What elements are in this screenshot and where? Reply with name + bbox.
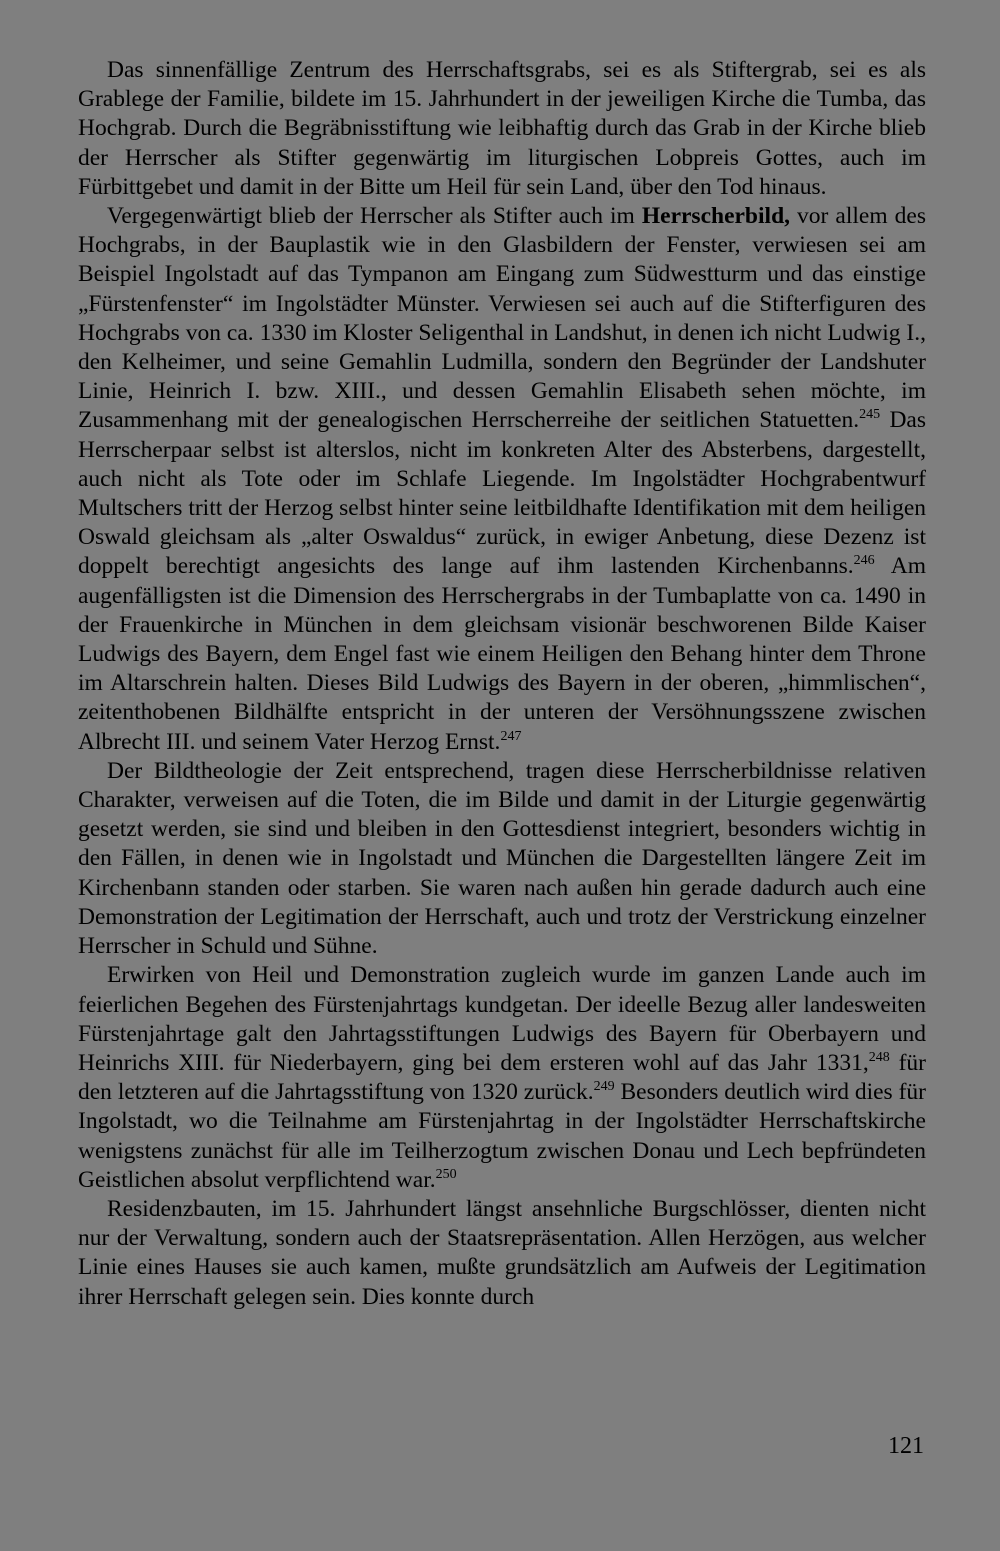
footnote-ref-247: 247 [500,728,522,744]
paragraph-2-text-b: vor allem des Hochgrabs, in der Bauplastik wie in den Glasbildern der Fenster, verwiesen sei am Beispiel Ingolstadt auf das Tympanon am Eingang zum Südwestturm und das einstige „Fürstenfenster“ im Ingolstädter Münster. Verwiesen sei auch auf die Stifterfiguren des Hochgrabs von ca. 1330 im Kloster Seligenthal in Landshut, in denen ich nicht Ludwig I., den Kelheimer, und seine Gemahlin Ludmilla, sondern den Begründer der Landshuter Linie, Heinrich I. bzw. XIII., und dessen Gemahlin Elisabeth sehen möchte, im Zusammenhang mit der genealogischen Herrscherreihe der seitlichen Statuetten. [78,203,926,434]
paragraph-4-text-a: Erwirken von Heil und Demonstration zugleich wurde im ganzen Lande auch im feierlichen Begehen des Fürstenjahrtags kundgetan. Der ideelle Bezug aller landesweiten Fürstenjahrtage galt den Jahrtagsstiftungen Ludwigs des Bayern für Oberbayern und Heinrichs XIII. für Niederbayern, ging bei dem ersteren wohl auf das Jahr 1331, [78,962,926,1076]
paragraph-1-text: Das sinnenfällige Zentrum des Herrschaftsgrabs, sei es als Stiftergrab, sei es als Grablege der Familie, bildete im 15. Jahrhundert in der jeweiligen Kirche die Tumba, das Hochgrab. Durch die Begräbnisstiftung wie leibhaftig durch das Grab in der Kirche blieb der Herrscher als Stifter gegenwärtig im liturgischen Lobpreis Gottes, auch im Fürbittgebet und damit in der Bitte um Heil für sein Land, über den Tod hinaus. [78,57,926,200]
paragraph-4 [78,961,926,1195]
page-number: 121 [888,1433,924,1459]
paragraph-5 [78,1195,926,1312]
paragraph-1 [78,56,926,202]
paragraph-2-text-a: Vergegenwärtigt blieb der Herrscher als Stifter auch im [107,203,642,230]
footnote-ref-245: 245 [859,407,881,423]
footnote-ref-250: 250 [435,1166,457,1182]
paragraph-3-text: Der Bildtheologie der Zeit entsprechend, tragen diese Herrscherbildnisse relativen Charakter, verweisen auf die Toten, die im Bilde und damit in der Liturgie gegenwärtig gesetzt werden, sie sind und bleiben in den Gottesdienst integriert, besonders wichtig in den Fällen, in denen wie in Ingolstadt und München die Dargestellten längere Zeit im Kirchenbann standen oder starben. Sie waren nach außen hin gerade dadurch auch eine Demonstration der Legitimation der Herrschaft, auch und trotz der Verstrickung einzelner Herrscher in Schuld und Sühne. [78,757,926,960]
paragraph-4-text-b: für den letzteren auf die Jahrtagsstiftung von 1320 zurück. [78,1049,926,1106]
footnote-ref-248: 248 [868,1050,890,1066]
paragraph-3 [78,757,926,961]
paragraph-2-text-d: Am augenfälligsten ist die Dimension des Herrschergrabs in der Tumbaplatte von ca. 1490 in der Frauenkirche in München in dem gleichsam visionär beschworenen Bilde Kaiser Ludwigs des Bayern, dem Engel fast wie einem Heiligen den Behang hinter dem Throne im Altarschrein halten. Dieses Bild Ludwigs des Bayern in der oberen, „himmlischen“, zeitenthobenen Bildhälfte entspricht in der unteren der Versöhnungsszene zwischen Albrecht III. und seinem Vater Herzog Ernst. [78,553,926,755]
paragraph-4-text-c: Besonders deutlich wird dies für Ingolstadt, wo die Teilnahme am Fürstenjahrtag in der Ingolstädter Herrschaftskirche wenigstens zunächst für alle im Teilherzogtum zwischen Donau und Lech bepfründeten Geistlichen absolut verpflichtend war. [78,1079,926,1193]
paragraph-5-text: Residenzbauten, im 15. Jahrhundert längst ansehnliche Burgschlösser, dienten nicht nur der Verwaltung, sondern auch der Staatsrepräsentation. Allen Herzögen, aus welcher Linie eines Hauses sie auch kamen, mußte grundsätzlich am Aufweis der Legitimation ihrer Herrschaft gelegen sein. Dies konnte durch [78,1195,926,1310]
footnote-ref-249: 249 [593,1079,615,1095]
body-text [78,56,926,1312]
term-herrscherbild: Herrscherbild, [641,203,791,230]
paragraph-2-text-c: Das Herrscherpaar selbst ist alterslos, nicht im konkreten Alter des Absterbens, dargestellt, auch nicht als Tote oder im Schlafe Liegende. Im Ingolstädter Hochgrabentwurf Multschers tritt der Herzog selbst hinter seine leitbildhafte Identifikation mit dem heiligen Oswald gleichsam als „alter Oswaldus“ zurück, in ewiger Anbetung, diese Dezenz ist doppelt berechtigt angesichts des lange auf ihm lastenden Kirchenbanns. [78,407,927,580]
footnote-ref-246: 246 [853,553,875,569]
paragraph-2 [78,202,926,757]
